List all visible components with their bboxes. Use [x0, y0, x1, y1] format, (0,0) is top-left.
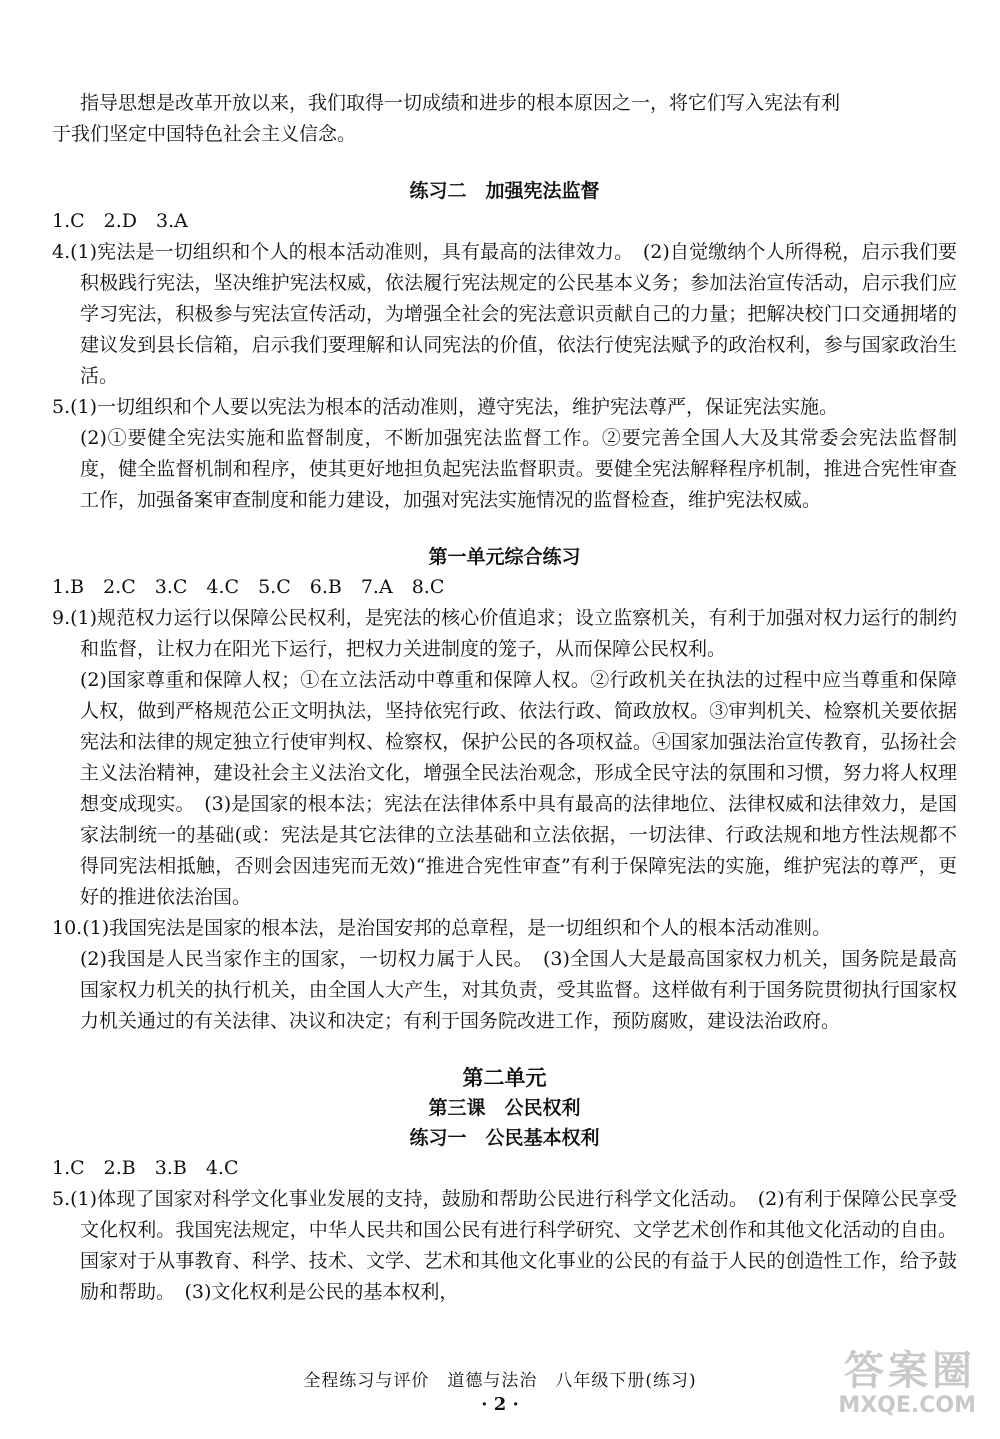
unit-title: 第二单元: [462, 1065, 547, 1090]
question-9-part-1: 9.(1)规范权力运行以保障公民权利，是宪法的核心价值追求；设立监察机关，有利于加强对权力运行的制约和监督，让权力在阳光下运行，把权力关进制度的笼子，从而保障公民权利。: [52, 607, 957, 660]
page-number: · 2 ·: [481, 1394, 519, 1415]
watermark-url: MXQE.COM: [838, 1393, 976, 1418]
question-4-answer: 4.(1)宪法是一切组织和个人的根本活动准则，具有最高的法律效力。 (2)自觉缴纳个人所得税，启示我们要积极践行宪法，坚决维护宪法权威，依法履行宪法规定的公民基本义务；参加法治宣传活动，启示我们应学习宪法，积极参与宪法宣传活动，为增强全社会的宪法意识贡献自己的力量；把解决校门口交通拥堵的建议发到县长信箱，启示我们要理解和认同宪法的价值，依法行使宪法赋予的政治权利，参与国家政治生活。: [52, 241, 957, 387]
answer-key-choices: 1.C 2.B 3.B 4.C: [52, 1157, 239, 1179]
answer-key-choices: 1.C 2.D 3.A: [52, 210, 188, 232]
answer-key-choices: 1.B 2.C 3.C 4.C 5.C 6.B 7.A 8.C: [52, 576, 445, 598]
section-heading-basic-rights: 练习一 公民基本权利: [409, 1127, 600, 1149]
section-heading-supervision: 练习二 加强宪法监督: [409, 180, 600, 202]
watermark-title: 答案圈: [844, 1348, 976, 1394]
lesson-title: 第三课 公民权利: [428, 1097, 581, 1119]
question-5-part-1: 5.(1)一切组织和个人要以宪法为根本的活动准则，遵守宪法，维护宪法尊严，保证宪法实施。: [52, 396, 839, 418]
answer-page: [52, 88, 957, 1308]
footer-book-title: 全程练习与评价 道德与法治 八年级下册(练习): [303, 1371, 697, 1391]
intro-line-1: 指导思想是改革开放以来，我们取得一切成绩和进步的根本原因之一，将它们写入宪法有利: [80, 92, 841, 114]
question-10-part-1: 10.(1)我国宪法是国家的根本法，是治国安邦的总章程，是一切组织和个人的根本活动准则。: [52, 917, 832, 939]
question-5-part-2: (2)①要健全宪法实施和监督制度，不断加强宪法监督工作。②要完善全国人大及其常委会宪法监督制度，健全监督机制和程序，使其更好地担负起宪法监督职责。要健全宪法解释程序机制，推进合宪性审查工作，加强备案审查制度和能力建设，加强对宪法实施情况的监督检查，维护宪法权威。: [80, 427, 957, 511]
intro-line-2: 于我们坚定中国特色社会主义信念。: [52, 123, 357, 145]
section-heading-unit1-review: 第一单元综合练习: [428, 546, 581, 568]
question-5-answer: 5.(1)体现了国家对科学文化事业发展的支持，鼓励和帮助公民进行科学文化活动。 (2)有利于保障公民享受文化权利。我国宪法规定，中华人民共和国公民有进行科学研究、文学艺术创作和其他文化活动的自由。国家对于从事教育、科学、技术、文学、艺术和其他文化事业的公民的有益于人民的创造性工作，给予鼓励和帮助。 (3)文化权利是公民的基本权利，: [52, 1188, 957, 1303]
question-9-part-2: (2)国家尊重和保障人权；①在立法活动中尊重和保障人权。②行政机关在执法的过程中应当尊重和保障人权，做到严格规范公正文明执法，坚持依宪行政、依法行政、简政放权。③审判机关、检察机关要依据宪法和法律的规定独立行使审判权、检察权，保护公民的各项权益。④国家加强法治宣传教育，弘扬社会主义法治精神，建设社会主义法治文化，增强全民法治观念，形成全民守法的氛围和习惯，努力将人权理想变成现实。 (3)是国家的根本法；宪法在法律体系中具有最高的法律地位、法律权威和法律效力，是国家法制统一的基础(或：宪法是其它法律的立法基础和立法依据，一切法律、行政法规和地方性法规都不得同宪法相抵触，否则会因违宪而无效)“推进合宪性审查”有利于保障宪法的实施，维护宪法的尊严，更好的推进依法治国。: [80, 669, 957, 908]
question-10-part-2: (2)我国是人民当家作主的国家，一切权力属于人民。 (3)全国人大是最高国家权力机关，国务院是最高国家权力机关的执行机关，由全国人大产生，对其负责，受其监督。这样做有利于国务院贯彻执行国家权力机关通过的有关法律、决议和决定；有利于国务院改进工作，预防腐败，建设法治政府。: [80, 948, 957, 1032]
watermark: [776, 1349, 976, 1421]
